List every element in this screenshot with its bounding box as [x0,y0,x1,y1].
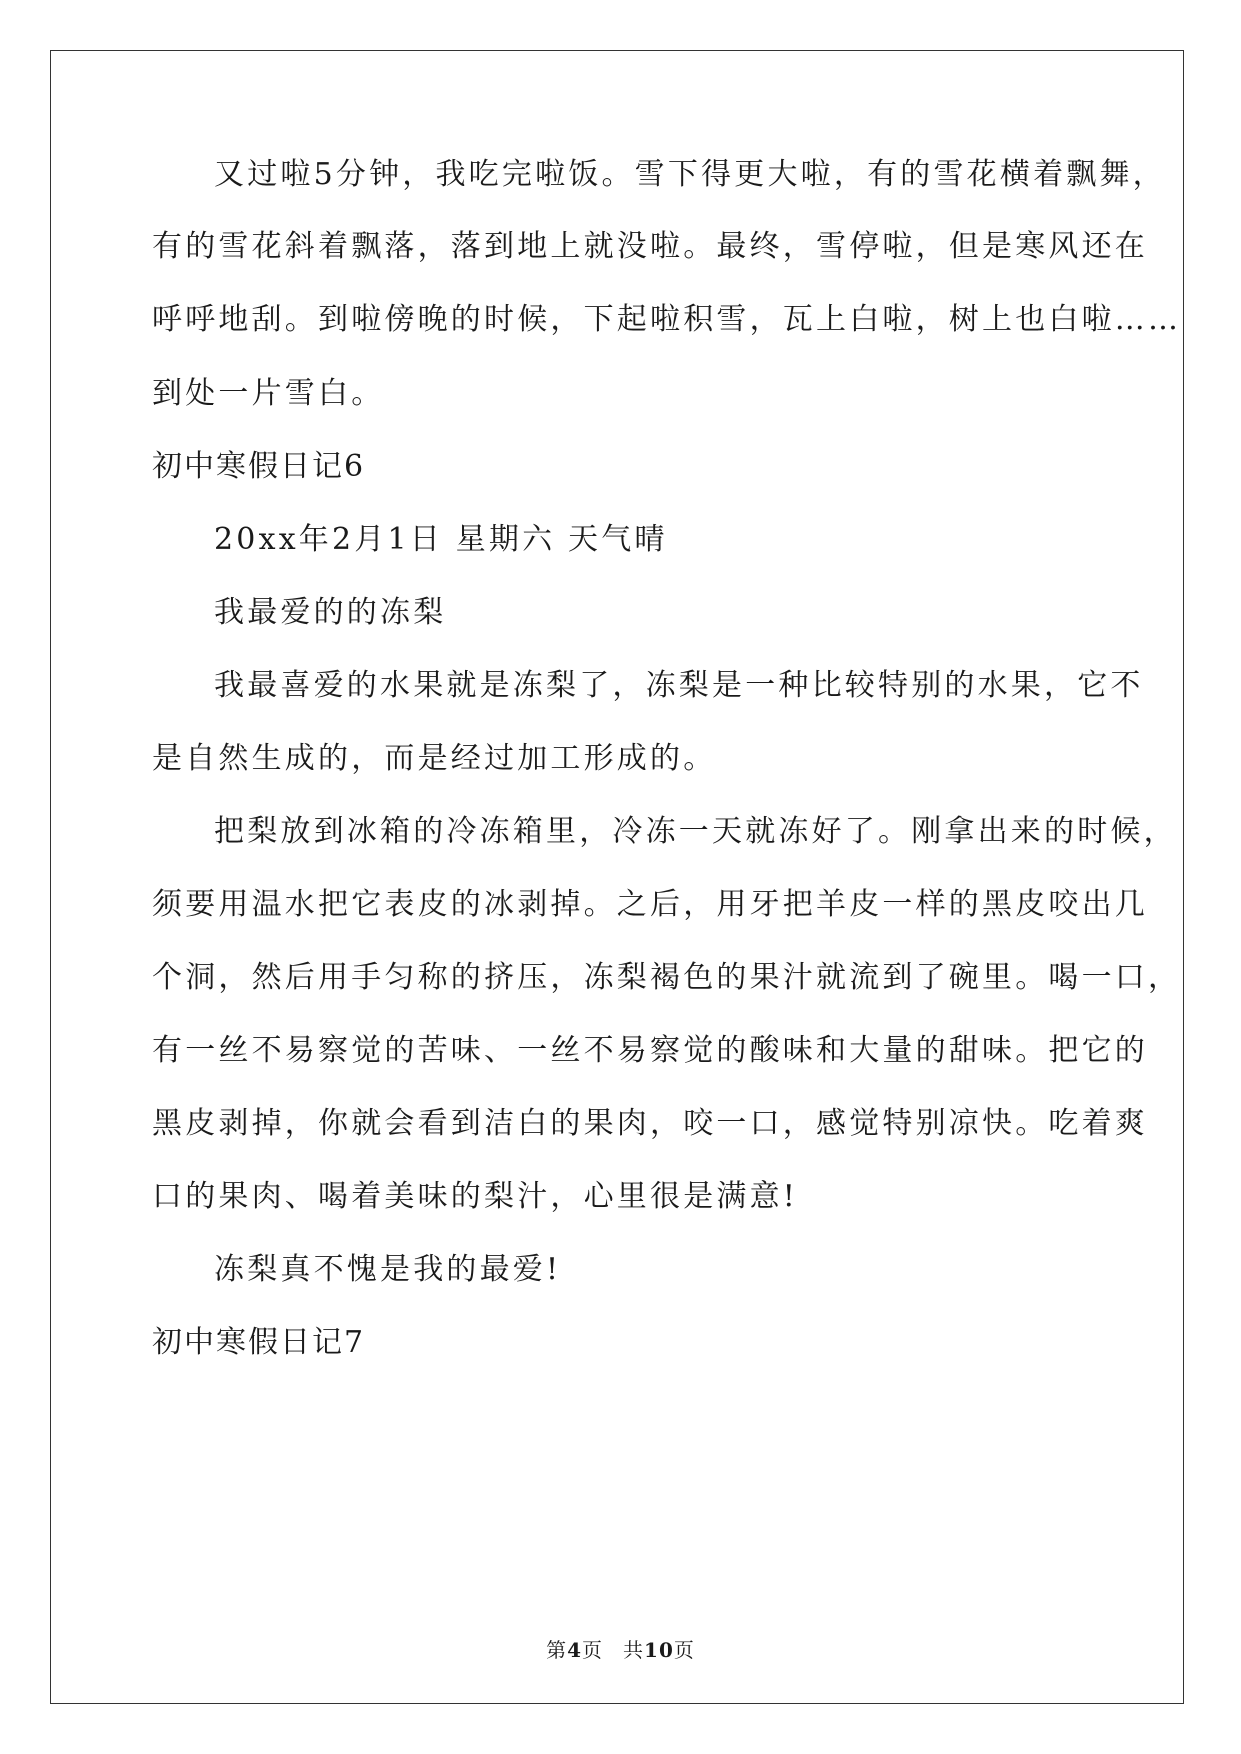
paragraph-line: 我最喜爱的水果就是冻梨了，冻梨是一种比较特别的水果，它不 [214,668,1144,703]
page-prefix: 第 [546,1638,568,1662]
paragraph-line: 须要用温水把它表皮的冰剥掉。之后，用牙把羊皮一样的黑皮咬出几 [152,887,1148,922]
diary-date-line: 20xx年2月1日 星期六 天气晴 [214,522,668,557]
total-prefix: 共 [623,1638,645,1662]
total-suffix: 页 [673,1638,695,1662]
paragraph-line: 个洞，然后用手匀称的挤压，冻梨褐色的果汁就流到了碗里。喝一口， [152,960,1182,995]
paragraph-line: 把梨放到冰箱的冷冻箱里，冷冻一天就冻好了。刚拿出来的时候， [214,814,1177,849]
page-footer [0,1636,1241,1664]
paragraph-line: 有的雪花斜着飘落，落到地上就没啦。最终，雪停啦，但是寒风还在 [152,229,1148,264]
paragraph-line: 是自然生成的，而是经过加工形成的。 [152,741,717,776]
diary-heading: 初中寒假日记6 [152,449,366,484]
paragraph-line: 呼呼地刮。到啦傍晚的时候，下起啦积雪，瓦上白啦，树上也白啦…… [152,302,1182,337]
paragraph-line: 冻梨真不愧是我的最爱! [214,1252,562,1287]
paragraph-line: 黑皮剥掉，你就会看到洁白的果肉，咬一口，感觉特别凉快。吃着爽 [152,1106,1148,1141]
paragraph-line: 口的果肉、喝着美味的梨汁，心里很是满意! [152,1179,799,1214]
page-frame [50,50,1184,1704]
paragraph-line: 又过啦5分钟，我吃完啦饭。雪下得更大啦，有的雪花横着飘舞， [214,157,1166,192]
page-suffix: 页 [582,1638,604,1662]
page-total: 10 [644,1638,674,1662]
page-current: 4 [567,1638,583,1662]
diary-heading: 初中寒假日记7 [152,1325,366,1360]
paragraph-line: 有一丝不易察觉的苦味、一丝不易察觉的酸味和大量的甜味。把它的 [152,1033,1148,1068]
paragraph-line: 到处一片雪白。 [152,376,385,411]
diary-title: 我最爱的的冻梨 [214,595,447,630]
